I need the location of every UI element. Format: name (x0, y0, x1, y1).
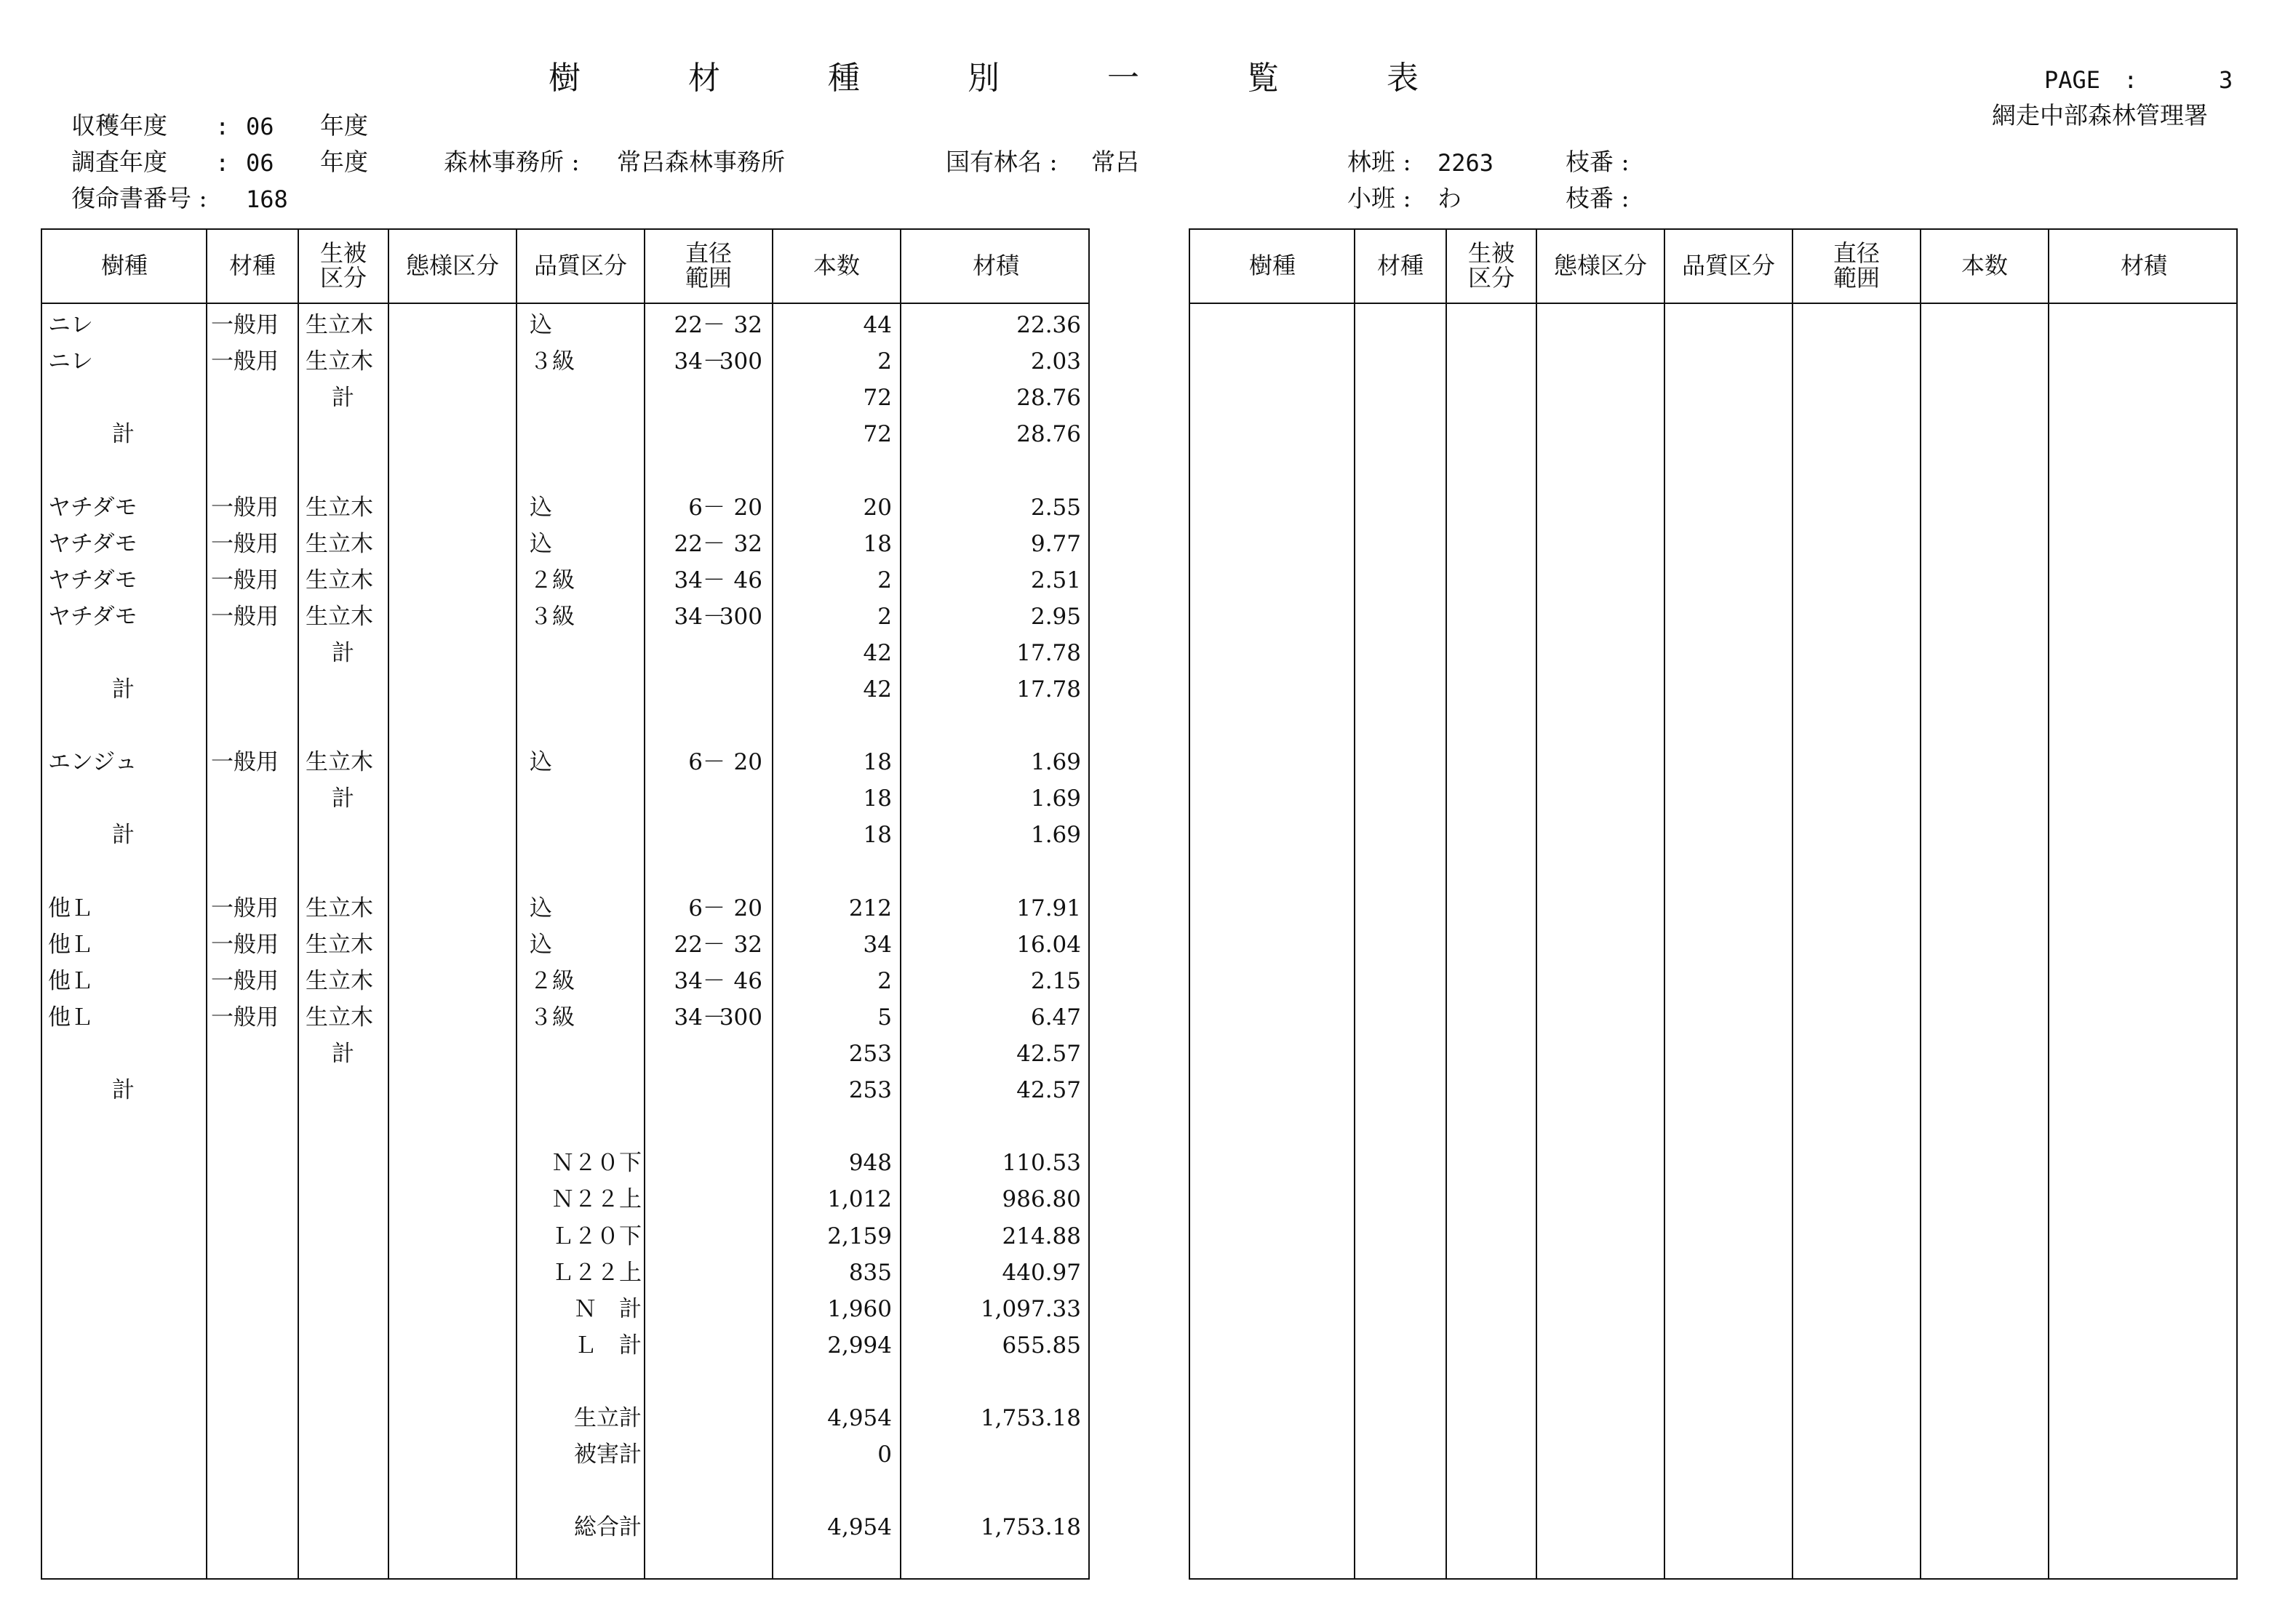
left-column-header (901, 230, 1091, 303)
count-cell: 2 (877, 348, 892, 375)
right-column-header (1664, 230, 1793, 303)
left-column-header (517, 230, 645, 303)
diameter-from: 6 (688, 749, 703, 776)
column-header-line2: 態様区分 (405, 252, 499, 280)
right-column-header (1446, 230, 1536, 303)
count-cell: 42 (863, 676, 892, 703)
volume-cell: 28.76 (1016, 421, 1081, 448)
column-header-line1: 直径 (1833, 239, 1880, 268)
column-header-line2: 材積 (2120, 252, 2167, 280)
species-cell: 他Ｌ (48, 931, 93, 958)
count-cell: 835 (848, 1259, 892, 1286)
status-cell: 生立木 (306, 567, 373, 593)
diameter-dash: － (703, 749, 725, 776)
count-cell: 253 (848, 1077, 892, 1104)
material-cell: 一般用 (211, 312, 279, 338)
right-col-divider (1792, 230, 1793, 1578)
branch-label-1: 枝番 : (1566, 148, 1630, 176)
species-cell: ヤチダモ (48, 603, 137, 630)
count-cell: 44 (863, 312, 892, 338)
diameter-from: 34 (674, 1004, 703, 1031)
count-cell: 18 (863, 785, 892, 812)
forest-office-label: 森林事務所 : (444, 148, 580, 176)
sub-compartment-value: わ (1437, 184, 1461, 212)
column-header-line2: 本数 (1961, 252, 2008, 280)
diameter-from: 22 (674, 530, 703, 557)
left-column-header (645, 230, 773, 303)
harvest-year-sep: : (215, 113, 230, 140)
volume-cell: 17.91 (1016, 895, 1081, 921)
count-cell: 2 (877, 567, 892, 593)
volume-cell: 110.53 (1002, 1150, 1081, 1177)
survey-year-value: 06 (246, 149, 274, 177)
count-cell: 2 (877, 967, 892, 994)
quality-cell: 込 (530, 494, 552, 521)
species-cell: 他Ｌ (48, 967, 93, 994)
diameter-from: 22 (674, 931, 703, 958)
status-cell: 計 (332, 785, 354, 812)
quality-cell: ３級 (530, 348, 575, 375)
volume-cell: 17.78 (1016, 676, 1081, 703)
diameter-from: 6 (688, 895, 703, 921)
right-column-header (1355, 230, 1446, 303)
diameter-dash: － (703, 530, 725, 557)
harvest-year-unit: 年度 (320, 111, 368, 140)
quality-cell: ２級 (530, 967, 575, 994)
volume-cell: 1.69 (1030, 785, 1081, 812)
left-header-divider (42, 303, 1088, 304)
volume-cell: 1.69 (1030, 749, 1081, 776)
summary-label: 被害計 (574, 1441, 642, 1468)
volume-cell: 9.77 (1030, 530, 1081, 557)
right-col-divider (1920, 230, 1921, 1578)
count-cell: 72 (863, 421, 892, 448)
column-header-line2: 範囲 (685, 264, 732, 292)
volume-cell: 42.57 (1016, 1041, 1081, 1067)
right-col-divider (1445, 230, 1447, 1578)
status-cell: 生立木 (306, 348, 373, 375)
office-name: 網走中部森林管理署 (1992, 101, 2208, 129)
right-column-header (1190, 230, 1355, 303)
summary-label: Ｎ２２上 (551, 1186, 642, 1213)
quality-cell: 込 (530, 749, 552, 776)
volume-cell: 2.95 (1030, 603, 1081, 630)
survey-year-label: 調査年度 (71, 148, 167, 176)
left-column-header (388, 230, 517, 303)
volume-cell: 2.03 (1030, 348, 1081, 375)
diameter-from: 22 (674, 312, 703, 338)
status-cell: 生立木 (306, 749, 373, 776)
national-forest-label: 国有林名 : (946, 148, 1058, 176)
material-cell: 一般用 (211, 967, 279, 994)
count-cell: 4,954 (827, 1405, 892, 1431)
diameter-to: 20 (733, 494, 762, 521)
species-total-label: 計 (112, 676, 135, 703)
forest-compartment-label: 林班 : (1347, 148, 1411, 176)
species-cell: ニレ (48, 348, 93, 375)
quality-cell: ３級 (530, 1004, 575, 1031)
quality-cell: ２級 (530, 567, 575, 593)
material-cell: 一般用 (211, 567, 279, 593)
species-total-label: 計 (112, 1077, 135, 1104)
count-cell: 2,994 (827, 1332, 892, 1359)
summary-label: 生立計 (574, 1405, 642, 1431)
count-cell: 72 (863, 385, 892, 412)
volume-cell: 28.76 (1016, 385, 1081, 412)
count-cell: 948 (848, 1150, 892, 1177)
count-cell: 4,954 (827, 1514, 892, 1541)
diameter-from: 6 (688, 494, 703, 521)
column-header-line2: 品質区分 (533, 252, 627, 280)
diameter-to: 20 (733, 749, 762, 776)
column-header-line2: 態様区分 (1553, 252, 1647, 280)
status-cell: 計 (332, 1041, 354, 1067)
material-cell: 一般用 (211, 603, 279, 630)
species-cell: 他Ｌ (48, 1004, 93, 1031)
volume-cell: 1.69 (1030, 822, 1081, 849)
count-cell: 34 (863, 931, 892, 958)
column-header-line2: 区分 (1467, 264, 1515, 292)
species-cell: 他Ｌ (48, 895, 93, 921)
material-cell: 一般用 (211, 1004, 279, 1031)
species-cell: ヤチダモ (48, 567, 137, 593)
diameter-dash: － (703, 348, 725, 375)
national-forest-value: 常呂 (1091, 148, 1139, 176)
diameter-to: 46 (733, 967, 762, 994)
volume-cell: 42.57 (1016, 1077, 1081, 1104)
summary-label: Ｌ 計 (574, 1332, 642, 1359)
diameter-dash: － (703, 895, 725, 921)
status-cell: 生立木 (306, 895, 373, 921)
material-cell: 一般用 (211, 494, 279, 521)
diameter-to: 300 (719, 348, 762, 375)
diameter-dash: － (703, 567, 725, 593)
column-header-line2: 範囲 (1833, 264, 1880, 292)
diameter-from: 34 (674, 567, 703, 593)
left-table (41, 228, 1090, 1580)
species-total-label: 計 (112, 822, 135, 849)
volume-cell: 22.36 (1016, 312, 1081, 338)
count-cell: 18 (863, 530, 892, 557)
volume-cell: 986.80 (1002, 1186, 1081, 1213)
left-col-divider (516, 230, 517, 1578)
right-col-divider (2048, 230, 2049, 1578)
volume-cell: 17.78 (1016, 639, 1081, 666)
diameter-dash: － (703, 931, 725, 958)
species-cell: ニレ (48, 312, 93, 338)
status-cell: 生立木 (306, 530, 373, 557)
diameter-dash: － (703, 1004, 725, 1031)
species-cell: ヤチダモ (48, 530, 137, 557)
diameter-to: 20 (733, 895, 762, 921)
forest-office-value: 常呂森林事務所 (617, 148, 785, 176)
volume-cell: 2.55 (1030, 494, 1081, 521)
volume-cell: 440.97 (1002, 1259, 1081, 1286)
summary-label: 総合計 (574, 1514, 642, 1541)
summary-label: Ｌ２２上 (551, 1259, 642, 1286)
quality-cell: 込 (530, 530, 552, 557)
count-cell: 253 (848, 1041, 892, 1067)
summary-label: Ｎ 計 (574, 1295, 642, 1322)
volume-cell: 2.15 (1030, 967, 1081, 994)
diameter-dash: － (703, 312, 725, 338)
diameter-dash: － (703, 603, 725, 630)
column-header-line2: 区分 (319, 264, 367, 292)
left-col-divider (388, 230, 389, 1578)
column-header-line2: 材種 (1376, 252, 1424, 280)
column-header-line2: 本数 (813, 252, 860, 280)
quality-cell: ３級 (530, 603, 575, 630)
material-cell: 一般用 (211, 348, 279, 375)
quality-cell: 込 (530, 312, 552, 338)
volume-cell: 16.04 (1016, 931, 1081, 958)
column-header-line2: 樹種 (1248, 252, 1296, 280)
material-cell: 一般用 (211, 749, 279, 776)
branch-label-2: 枝番 : (1566, 184, 1630, 212)
diameter-to: 300 (719, 603, 762, 630)
summary-label: Ｌ２０下 (551, 1223, 642, 1249)
material-cell: 一般用 (211, 895, 279, 921)
count-cell: 42 (863, 639, 892, 666)
status-cell: 生立木 (306, 494, 373, 521)
left-col-divider (644, 230, 645, 1578)
column-header-line2: 材積 (972, 252, 1019, 280)
right-col-divider (1354, 230, 1355, 1578)
volume-cell: 2.51 (1030, 567, 1081, 593)
quality-cell: 込 (530, 931, 552, 958)
right-column-header (1793, 230, 1921, 303)
diameter-to: 32 (733, 530, 762, 557)
harvest-year-label: 収穫年度 (71, 111, 167, 140)
report-number-label: 復命書番号 : (71, 184, 207, 212)
forest-compartment-value: 2263 (1437, 149, 1494, 177)
diameter-from: 34 (674, 348, 703, 375)
quality-cell: 込 (530, 895, 552, 921)
volume-cell: 1,097.33 (980, 1295, 1081, 1322)
page-number: 3 (2219, 66, 2233, 94)
column-header-line2: 材種 (228, 252, 276, 280)
column-header-line2: 樹種 (100, 252, 148, 280)
column-header-line1: 直径 (685, 239, 732, 268)
diameter-to: 32 (733, 931, 762, 958)
diameter-to: 300 (719, 1004, 762, 1031)
diameter-from: 34 (674, 603, 703, 630)
left-column-header (207, 230, 298, 303)
right-table (1189, 228, 2238, 1580)
column-header-line2: 品質区分 (1681, 252, 1775, 280)
count-cell: 0 (877, 1441, 892, 1468)
count-cell: 18 (863, 822, 892, 849)
status-cell: 計 (332, 385, 354, 412)
status-cell: 生立木 (306, 1004, 373, 1031)
diameter-from: 34 (674, 967, 703, 994)
volume-cell: 1,753.18 (980, 1405, 1081, 1431)
sub-compartment-label: 小班 : (1347, 184, 1411, 212)
left-col-divider (206, 230, 207, 1578)
status-cell: 計 (332, 639, 354, 666)
species-cell: ヤチダモ (48, 494, 137, 521)
volume-cell: 214.88 (1002, 1223, 1081, 1249)
material-cell: 一般用 (211, 931, 279, 958)
diameter-dash: － (703, 967, 725, 994)
material-cell: 一般用 (211, 530, 279, 557)
column-header-line1: 生被 (319, 239, 367, 268)
count-cell: 1,960 (827, 1295, 892, 1322)
page-label: PAGE : (2044, 66, 2138, 94)
survey-year-sep: : (215, 149, 230, 177)
count-cell: 5 (877, 1004, 892, 1031)
harvest-year-value: 06 (246, 113, 274, 140)
status-cell: 生立木 (306, 312, 373, 338)
count-cell: 2,159 (827, 1223, 892, 1249)
status-cell: 生立木 (306, 931, 373, 958)
right-column-header (1536, 230, 1664, 303)
species-cell: エンジュ (48, 749, 137, 776)
volume-cell: 6.47 (1030, 1004, 1081, 1031)
report-title: 樹 材 種 別 一 覧 表 (549, 60, 1456, 97)
right-col-divider (1536, 230, 1537, 1578)
left-column-header (42, 230, 207, 303)
right-column-header (1921, 230, 2049, 303)
report-number-value: 168 (246, 185, 288, 213)
right-header-divider (1190, 303, 2236, 304)
diameter-to: 32 (733, 312, 762, 338)
count-cell: 1,012 (827, 1186, 892, 1213)
summary-label: Ｎ２０下 (551, 1150, 642, 1177)
survey-year-unit: 年度 (320, 148, 368, 176)
count-cell: 212 (848, 895, 892, 921)
left-col-divider (298, 230, 299, 1578)
count-cell: 20 (863, 494, 892, 521)
right-col-divider (1664, 230, 1665, 1578)
left-column-header (773, 230, 901, 303)
diameter-dash: － (703, 494, 725, 521)
status-cell: 生立木 (306, 967, 373, 994)
count-cell: 18 (863, 749, 892, 776)
left-column-header (298, 230, 388, 303)
column-header-line1: 生被 (1467, 239, 1515, 268)
count-cell: 2 (877, 603, 892, 630)
diameter-to: 46 (733, 567, 762, 593)
right-column-header (2049, 230, 2239, 303)
volume-cell: 1,753.18 (980, 1514, 1081, 1541)
volume-cell: 655.85 (1002, 1332, 1081, 1359)
status-cell: 生立木 (306, 603, 373, 630)
species-total-label: 計 (112, 421, 135, 448)
